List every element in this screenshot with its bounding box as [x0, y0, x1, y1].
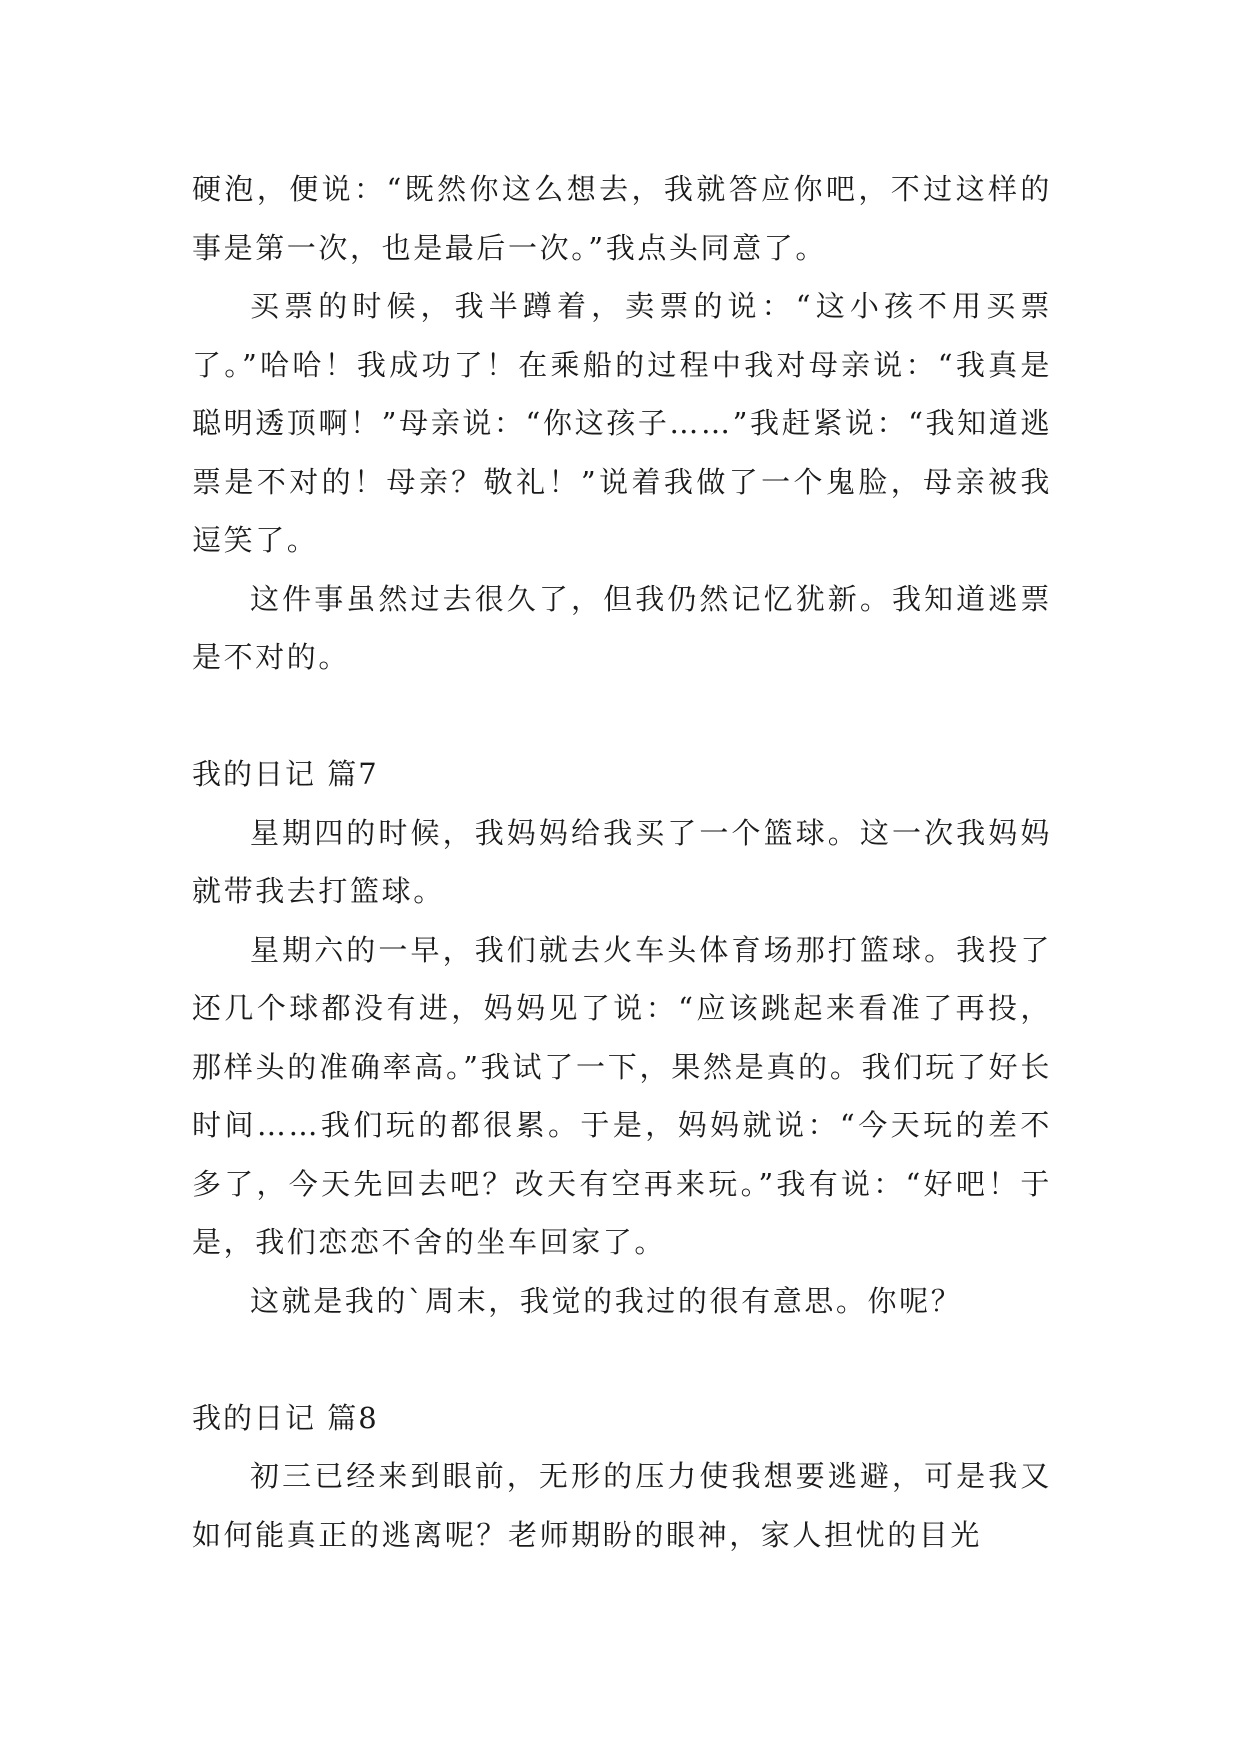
paragraph: 这就是我的`周末，我觉的我过的很有意思。你呢？	[250, 1283, 963, 1318]
section-gap	[192, 687, 1052, 746]
section-gap	[192, 1330, 1052, 1389]
paragraph: 初三已经来到眼前，无形的压力使我想要逃避，可是我又如何能真正的逃离呢？老师期盼的眼神，家人担忧的目光	[192, 1459, 1052, 1552]
paragraph: 硬泡，便说：“既然你这么想去，我就答应你吧，不过这样的事是第一次，也是最后一次。”我点头同意了。	[192, 172, 1052, 265]
document-page	[192, 160, 1052, 1564]
paragraph: 买票的时候，我半蹲着，卖票的说：“这小孩不用买票了。”哈哈！我成功了！在乘船的过程中我对母亲说：“我真是聪明透顶啊！”母亲说：“你这孩子……”我赶紧说：“我知道逃票是不对的！母亲？敬礼！”说着我做了一个鬼脸，母亲被我逗笑了。	[192, 289, 1052, 557]
section-heading: 我的日记 篇8	[192, 1400, 379, 1435]
section-heading: 我的日记 篇7	[192, 757, 379, 791]
paragraph: 这件事虽然过去很久了，但我仍然记忆犹新。我知道逃票是不对的。	[192, 581, 1052, 674]
paragraph: 星期四的时候，我妈妈给我买了一个篮球。这一次我妈妈就带我去打篮球。	[192, 815, 1052, 908]
paragraph: 星期六的一早，我们就去火车头体育场那打篮球。我投了还几个球都没有进，妈妈见了说：“应该跳起来看准了再投，那样头的准确率高。”我试了一下，果然是真的。我们玩了好长时间……我们玩的都很累。于是，妈妈就说：“今天玩的差不多了，今天先回去吧？改天有空再来玩。”我有说：“好吧！于是，我们恋恋不舍的坐车回家了。	[192, 932, 1052, 1259]
